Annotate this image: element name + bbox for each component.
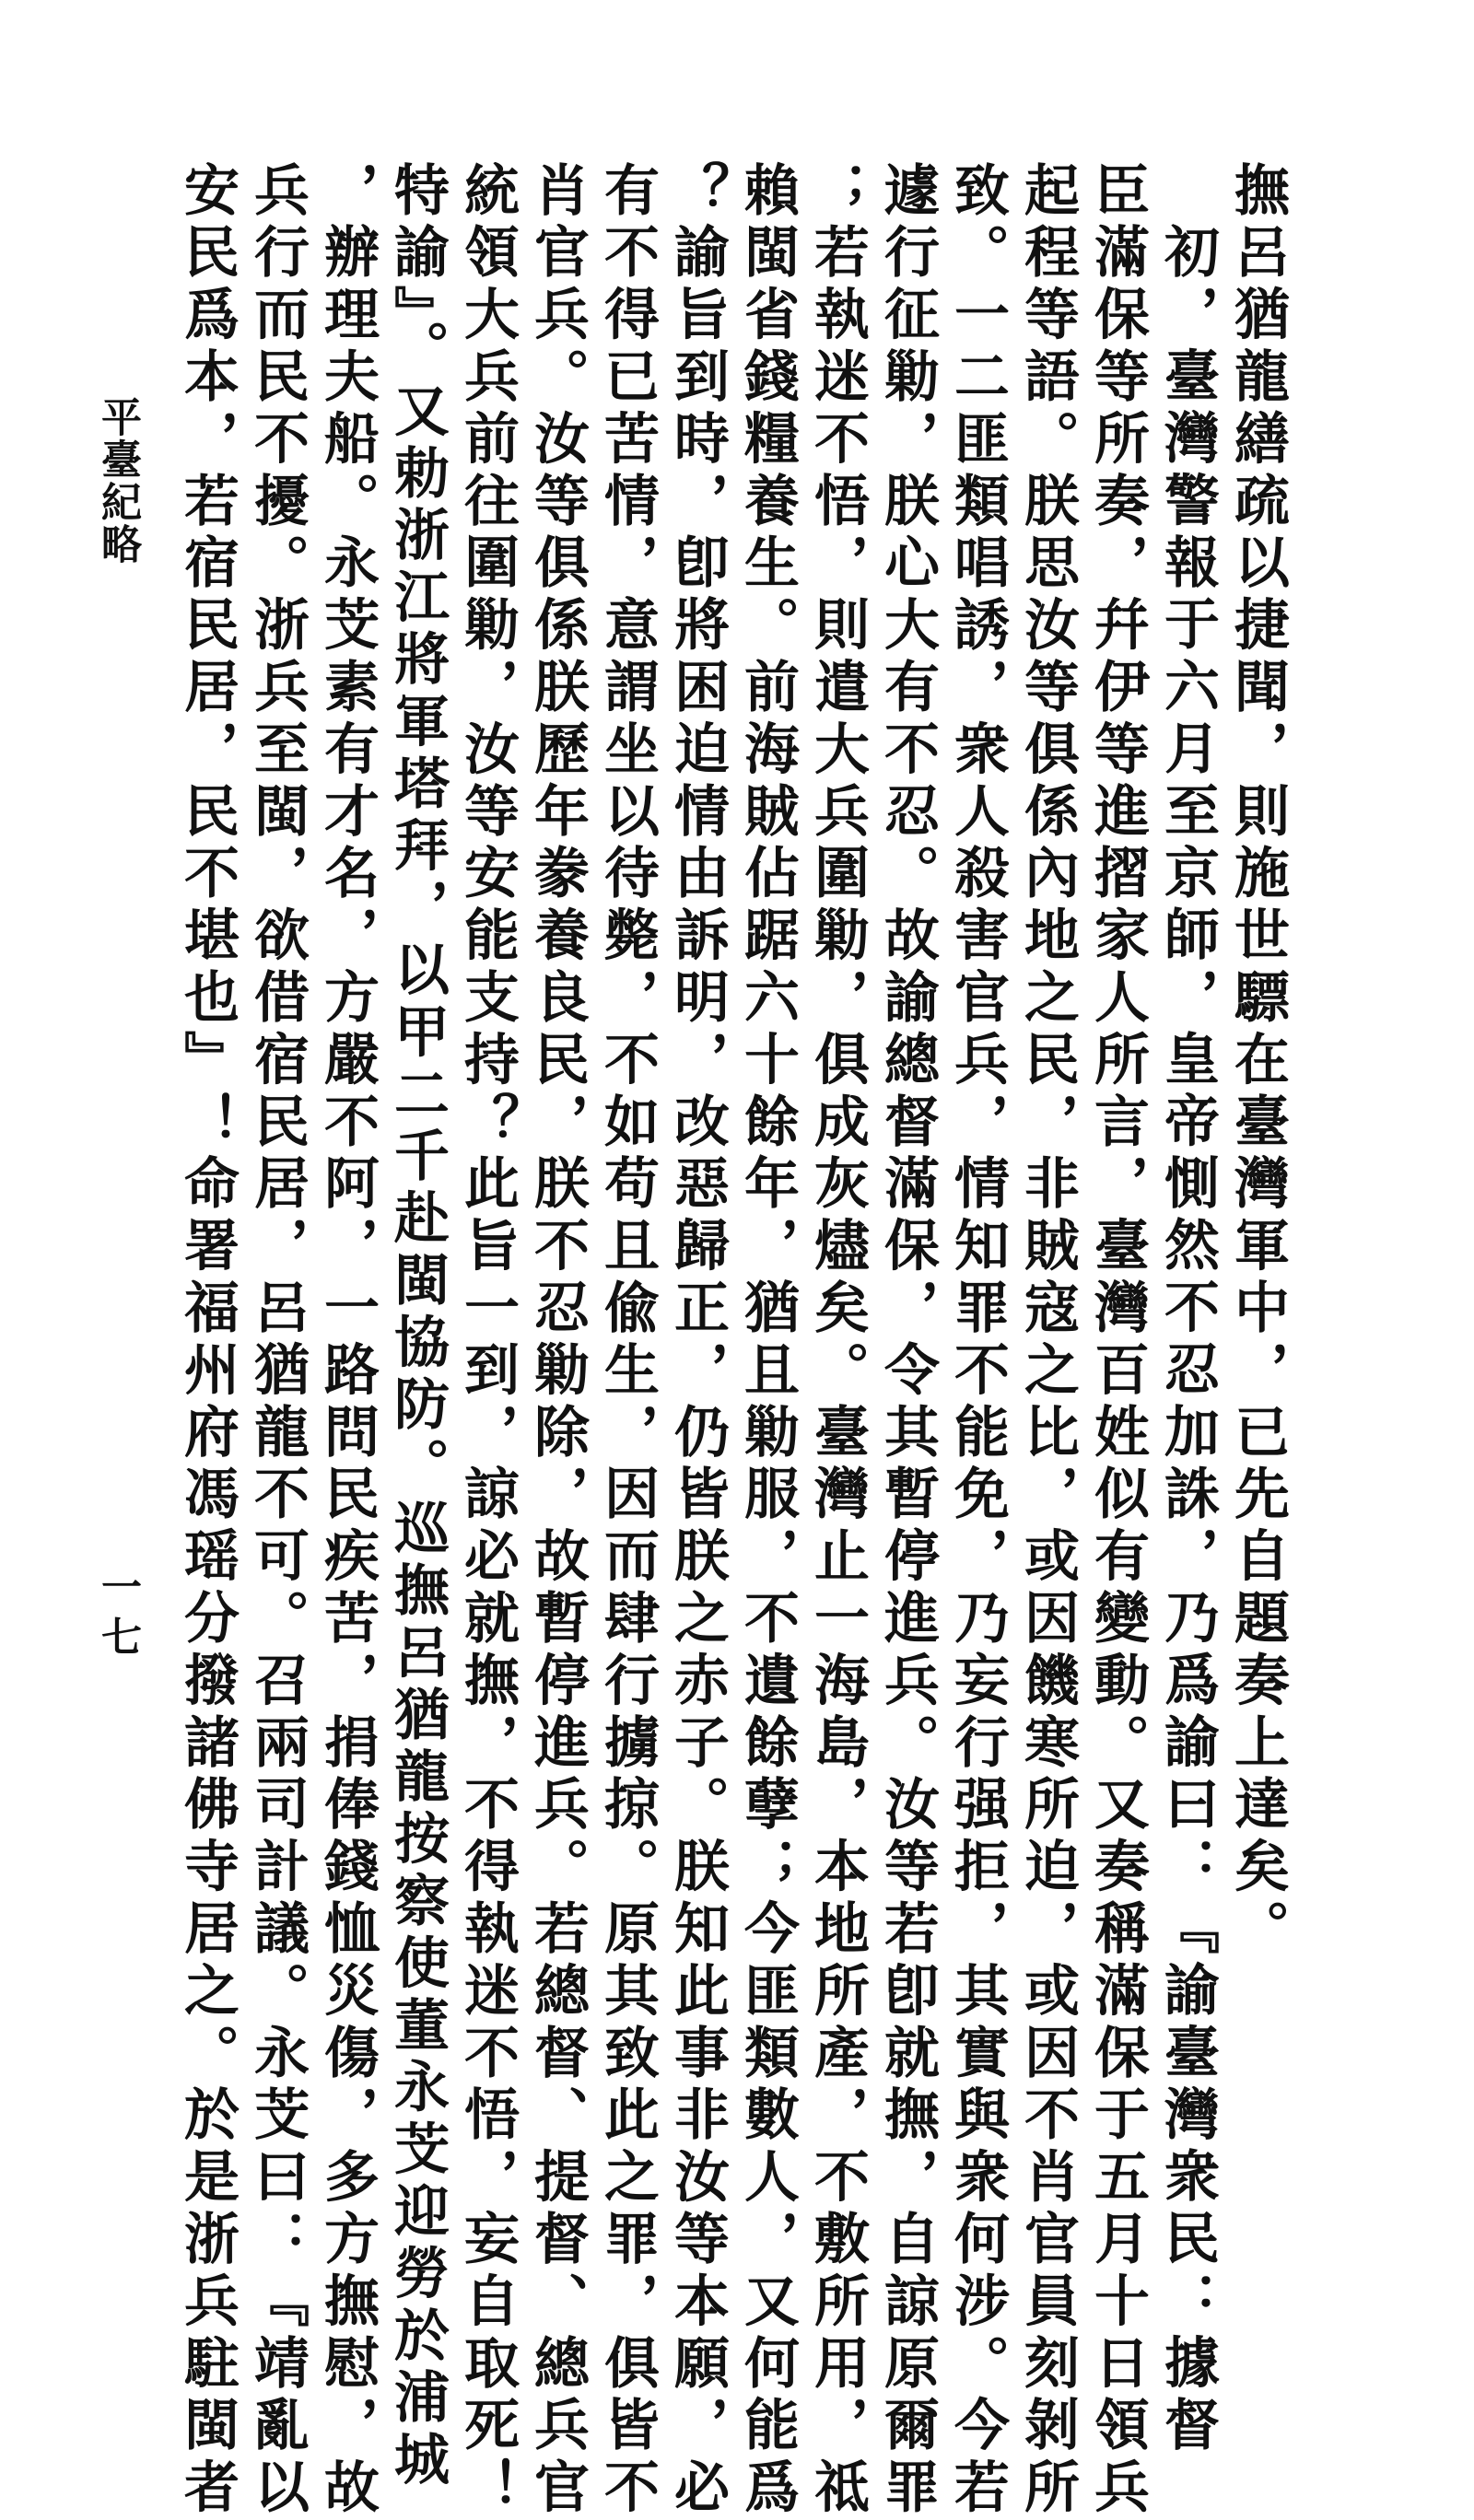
text-column-8: 賴閩省錢糧養生。前海賊佔踞六十餘年，猶且勦服，不遺餘孽；今匪類數人，又何能爲 <box>735 161 800 2520</box>
text-column-7: ；若執迷不悟，則遣大兵圍勦，俱成灰燼矣。臺灣止一海島，本地所產，不敷所用，祗 <box>805 161 870 2520</box>
text-column-6: 遽行征勦，朕心大有不忍。故諭總督滿保，令其暫停進兵。汝等若卽就撫，自諒原爾罪 <box>875 161 940 2520</box>
text-column-2: 初，臺灣警報于六月至京師，皇帝惻然不忍加誅，乃爲諭曰：『諭臺灣衆民：據督 <box>1155 223 1220 2458</box>
main-text-block <box>175 161 1290 2520</box>
text-column-1: 撫呂猶龍繕疏以捷聞，則施世驃在臺灣軍中，已先自題奏上達矣。 <box>1225 161 1290 1962</box>
text-column-16: 安民爲本，若宿民居，民不堪也』！命署福州府馮瑶分撥諸佛寺居之。於是浙兵駐閩者 <box>175 161 240 2520</box>
text-column-5: 致。一二匪類唱誘，衆人殺害官兵，情知罪不能免，乃妄行强拒，其實與衆何涉。今若 <box>945 161 1010 2520</box>
text-column-4: 起程等語。朕思汝等俱係內地之民，非賊寇之比，或因饑寒所迫，或因不肖官員刻剝所 <box>1015 161 1080 2520</box>
text-column-9: ？諭旨到時，卽將困迫情由訴明，改惡歸正，仍皆朕之赤子。朕知此事非汝等本願，必 <box>665 161 730 2520</box>
text-column-3: 臣滿保等所奏，幷伊等進摺家人所言，臺灣百姓似有變動。又奏稱滿保于五月十日領兵 <box>1085 161 1150 2520</box>
text-column-14: ，辦理夫船。永芠素有才名，方嚴不阿，一路問民疾苦，捐俸錢恤災傷，多方撫慰，故 <box>315 161 380 2520</box>
text-column-11: 肖官兵。汝等俱係朕歷年豢養良民，朕不忍勦除，故暫停進兵。若總督、提督、總兵官 <box>525 161 590 2520</box>
text-column-15: 兵行而民不擾。浙兵至閩，欲借宿民居，呂猶龍不可。召兩司計議。永芠曰：『靖亂以 <box>245 161 310 2520</box>
text-column-12: 統領大兵前往圍勦，汝等安能支持？此旨一到，諒必就撫，不得執迷不悟，妄自取死！ <box>455 161 520 2520</box>
text-column-10: 有不得已苦情，意謂坐以待斃，不如苟且偸生，因而肆行擄掠。原其致此之罪，俱皆不 <box>595 161 660 2520</box>
book-title-margin: 平臺紀略 <box>94 396 141 566</box>
page-number: 一七 <box>94 1566 141 1665</box>
text-column-13: 特諭』。又勅浙江將軍塔拜，以甲二千赴閩協防。巡撫呂猶龍按察使董永芠迎勞於浦城 <box>385 161 450 2493</box>
